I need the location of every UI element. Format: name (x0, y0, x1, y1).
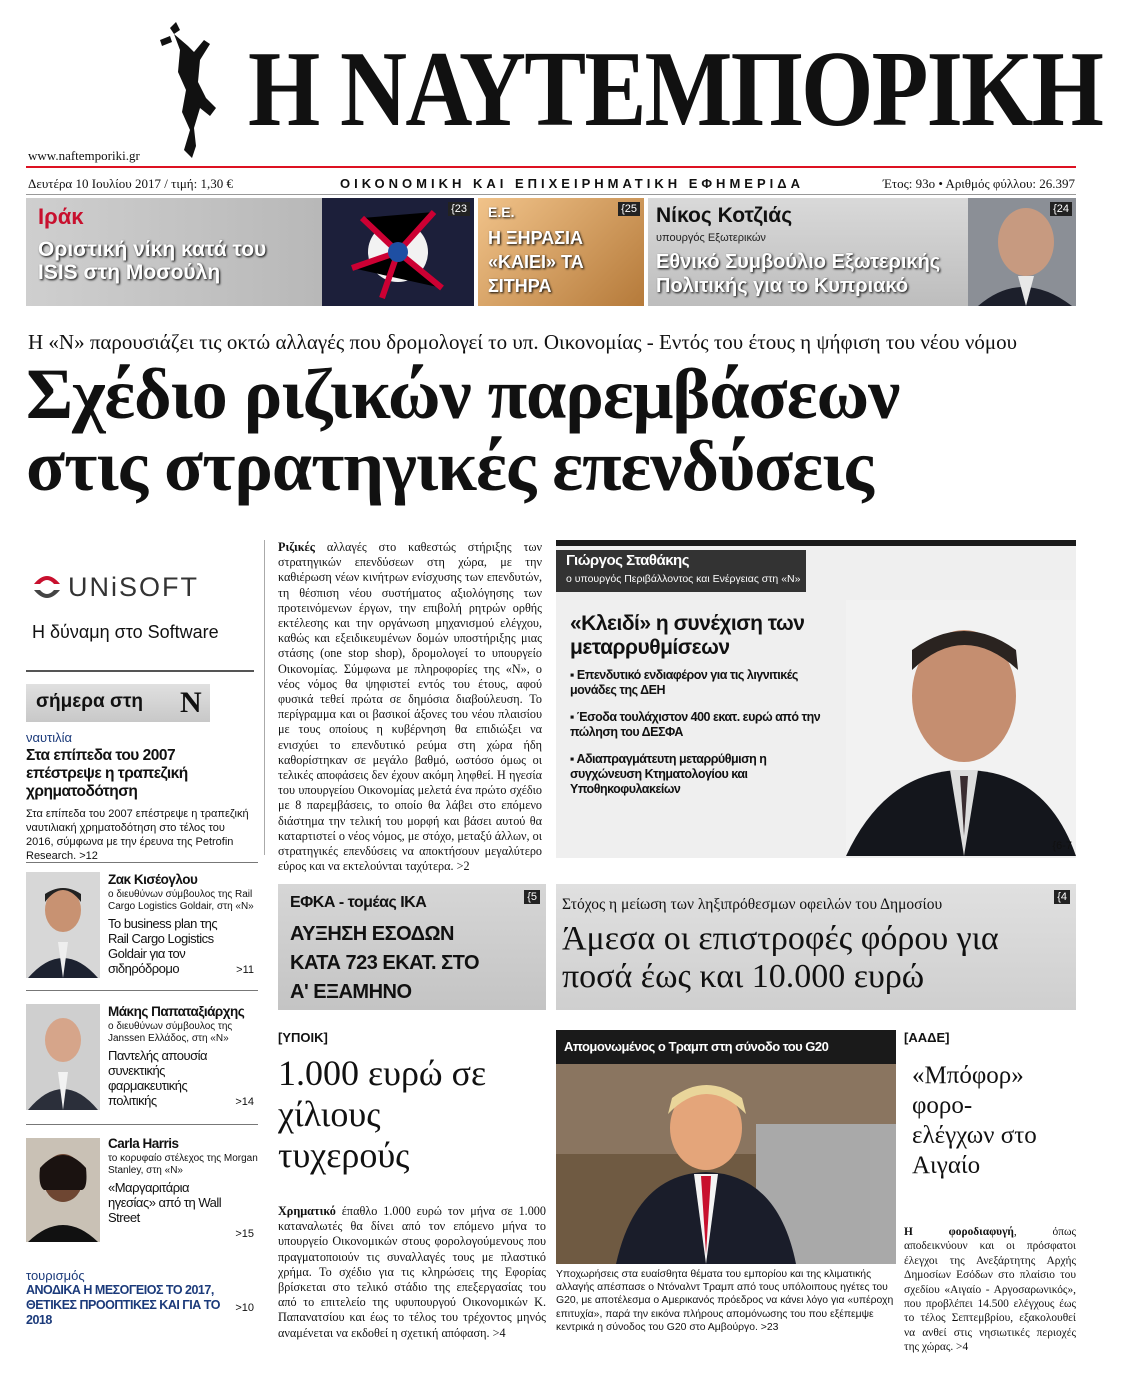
refunds-kicker: Στόχος η μείωση των ληξιπρόθεσμων οφειλών του Δημοσίου (562, 896, 943, 913)
person-page: >14 (235, 1096, 254, 1108)
person-page: >15 (235, 1228, 254, 1240)
unisoft-slogan: Η δύναμη στο Software (32, 622, 219, 642)
refunds-page: {4 (1054, 890, 1070, 904)
teaser-text: Η ΞΗΡΑΣΙΑ «ΚΑΙΕΙ» ΤΑ ΣΙΤΗΡΑ (488, 228, 584, 296)
today-label: σήμερα στη (36, 691, 144, 712)
person-card[interactable] (26, 1000, 258, 1112)
divider (26, 194, 1076, 195)
tourism-page: >10 (235, 1302, 254, 1314)
efka-title: ΕΦΚΑ - τομέας ΙΚΑ (290, 894, 427, 911)
person-role: ο διευθύνων σύμβουλος της Rail Cargo Logistics Goldair, στη «Ν» (108, 889, 254, 912)
teaser-page: {23 (448, 202, 470, 216)
person-name: Μάκης Παπαταξιάρχης (108, 1004, 245, 1019)
teaser-text: Εθνικό Συμβούλιο Εξωτερικής Πολιτικής για το Κυπριακό (656, 251, 941, 297)
unisoft-ad[interactable] (26, 560, 254, 660)
teaser-iraq[interactable] (26, 198, 474, 306)
efka-box[interactable] (278, 884, 546, 1010)
teaser-text: Οριστική νίκη κατά του ISIS στη Μοσούλη (38, 238, 267, 284)
person-quote: «Μαργαριτάρια ηγεσίας» από τη Wall Street (108, 1180, 222, 1225)
person-page: >11 (236, 964, 254, 976)
bullet-item: ▪ Έσοδα τουλάχιστον 400 εκατ. ευρώ από την πώληση του ΔΕΣΦΑ (570, 710, 821, 739)
shipping-story[interactable] (26, 730, 254, 863)
person-name: Carla Harris (108, 1136, 179, 1151)
tourism-story[interactable] (26, 1268, 258, 1328)
shipping-body: Στα επίπεδα του 2007 επέστρεψε η τραπεζική ναυτιλιακή χρηματοδότηση στο τέλος του 2016, σύμφωνα με την έρευνα της Petrofin Research. >12 (26, 808, 249, 862)
hermes-logo (150, 20, 222, 160)
bullet-item: ▪ Αδιαπραγμάτευτη μεταρρύθμιση η συγχώνευση Κτηματολογίου και Υποθηκοφυλακείων (570, 752, 767, 796)
trump-kicker: Απομονωμένος ο Τραμπ στη σύνοδο του G20 (556, 1030, 896, 1064)
lottery-title: 1.000 ευρώ σε χίλιους τυχερούς (278, 1053, 487, 1175)
interview-bullets (570, 668, 840, 797)
trump-caption: Υποχωρήσεις στα ευαίσθητα θέματα του εμπορίου και της κλιματικής αλλαγής απέσπασε ο Ντόναλντ Τραμπ από τους υπόλοιπους ηγέτες του G20, με αποτέλεσμα ο Αμερικανός πρόεδρος να κάνει λόγο για «υπέροχη επιτυχία», παρά την εικόνα πλήρους απομόνωσης του που εξέπεμψε κεντρικά η σύνοδος του G20 στο Αμβούργο. >23 (556, 1269, 894, 1333)
dateline: Δευτέρα 10 Ιουλίου 2017 / τιμή: 1,30 € (28, 176, 233, 191)
interview-title: «Κλειδί» η συνέχιση των μεταρρυθμίσεων (570, 612, 805, 659)
unisoft-brand: UNiSOFT (68, 572, 199, 602)
lottery-body: Χρηματικό έπαθλο 1.000 ευρώ τον μήνα σε 1.000 καταναλωτές θα δίνει από τον επόμενο μήνα το υπουργείο Οικονομικών στους φορολογούμενους που πραγματοποιούν τις συναλλαγές τους με πλαστικό χρήμα. Το σχέδιο για τις κληρώσεις της Εφορίας βρίσκεται στο τελικό στάδιο της επεξεργασίας του από το επιτελείο της υφυπουργού Οικονομικών Κ. Παπανατσίου και έως το τέλος του τρέχοντος μηνός αναμένεται να εκδοθεί η σχετική απόφαση. >4 (278, 1204, 546, 1340)
teaser-eu[interactable] (478, 198, 644, 306)
issue-number: Έτος: 93ο • Αριθμός φύλλου: 26.397 (882, 176, 1075, 191)
person-card[interactable] (26, 1134, 258, 1244)
refunds-box[interactable] (556, 884, 1076, 1010)
teaser-page: {25 (618, 202, 640, 216)
shipping-title: Στα επίπεδα του 2007 επέστρεψε η τραπεζική χρηματοδότηση (26, 747, 188, 800)
person-photo (26, 872, 100, 978)
headline-line-1: Σχέδιο ριζικών παρεμβάσεων (26, 354, 900, 434)
efka-page: {5 (524, 890, 540, 904)
tourism-text: ΑΝΟΔΙΚΑ Η ΜΕΣΟΓΕΙΟΣ ΤΟ 2017, ΘΕΤΙΚΕΣ ΠΡΟΟΠΤΙΚΕΣ ΚΑΙ ΓΙΑ ΤΟ 2018 (26, 1283, 220, 1327)
shipping-kicker: ναυτιλία (26, 730, 73, 745)
person-quote: To business plan της Rail Cargo Logistics Goldair για τον σιδηρόδρομο (108, 916, 218, 976)
column-rule (264, 540, 265, 855)
person-role: ο διευθύνων σύμβουλος της Janssen Ελλάδος, στη «Ν» (108, 1021, 233, 1044)
person-photo (26, 1004, 100, 1110)
bullet-item: ▪ Επενδυτικό ενδιαφέρον για τις λιγνιτικές μονάδες της ΔΕΗ (570, 668, 798, 697)
stathakis-photo (846, 600, 1076, 856)
interview-page: {6-7 (1052, 840, 1072, 852)
lead-body-text: αλλαγές στο καθεστώς στήριξης των στρατηγικών επενδύσεων στη χώρα, με την καθιέρωση νέων κινήτρων ενίσχυσης των επενδυτών, τη θέσπιση νέου συστήματος αξιολόγησης των προτεινόμενων έργων, την επιβολή ρητρών ορθής εκτέλεσης και την οργάνωση μηχανισμού ελέγχου, καθώς και εξειδικευμένων δομών υποστήριξης μιας στάσης (one stop shop), δρομολογεί το υπουργείο Οικονομίας. Σύμφωνα με πληροφορίες της «Ν», ο νέος νόμος θα ψηφιστεί εντός του έτους, αφού φυσικά τεθεί πρώτα σε δημόσια διαβούλευση. Το περίγραμμα και οι βασικοί άξονες του νέου πλαισίου με τους οποίους η κυβέρνηση θα επιδιώξει να ενισχύει το επενδυτικό ρεύμα στη χώρα ήδη καθορίστηκαν σε μεγάλο βαθμό, ωστόσο όμως οι τελικές αποφάσεις δεν έχουν ακόμη ληφθεί. Η ηγεσία του υπουργείου Οικονομίας μελετά ένα πρώτο σχέδιο με 8 παρεμβάσεις, το οποίο θα λάβει στο επόμενο διάστημα την τελική του μορφή και βάσει αυτού θα καταρτιστεί ο νέος νόμος, με στόχο, μεταξύ άλλων, οι στρατηγικές επενδύσεις να αποκτήσουν μεγαλύτερο εύρος και να εκτελούνται ταχύτερα. >2 (278, 540, 543, 874)
unisoft-logo-icon (30, 570, 64, 604)
teaser-kicker: Ε.Ε. (488, 204, 515, 220)
person-role: το κορυφαίο στέλεχος της Morgan Stanley, στη «Ν» (108, 1153, 258, 1176)
person-name: Ζακ Κισέογλου (108, 872, 198, 887)
refunds-title: Άμεσα οι επιστροφές φόρου για ποσά έως και 10.000 ευρώ (562, 920, 999, 995)
interview-name: Γιώργος Σταθάκης (566, 552, 690, 569)
teaser-kicker: Ιράκ (38, 204, 84, 229)
lead-body-lead: Ριζικές (278, 540, 315, 554)
lottery-story[interactable] (278, 1030, 546, 1341)
lead-headline[interactable] (26, 354, 1086, 506)
lottery-tag: [ΥΠΟΙΚ] (278, 1030, 328, 1045)
tagline: ΟΙΚΟΝΟΜΙΚΗ ΚΑΙ ΕΠΙΧΕΙΡΗΜΑΤΙΚΗ ΕΦΗΜΕΡΙΔΑ (340, 176, 804, 191)
lead-supertitle: Η «Ν» παρουσιάζει τις οκτώ αλλαγές που δρομολογεί το υπ. Οικονομίας - Εντός του έτους η ψήφιση του νέου νόμου (28, 330, 1018, 354)
masthead-rule (26, 166, 1076, 168)
trump-story[interactable] (556, 1030, 896, 1334)
teaser-kotzias[interactable] (648, 198, 1076, 306)
today-banner[interactable] (26, 684, 210, 722)
person-card[interactable] (26, 872, 258, 980)
aade-story[interactable] (904, 1030, 1076, 1355)
masthead-title: Η ΝΑΥΤΕΜΠΟΡΙΚΗ (248, 30, 1103, 149)
teaser-kicker: Νίκος Κοτζιάς (656, 204, 793, 227)
interview-box[interactable] (556, 540, 1076, 858)
today-letter: N (180, 686, 202, 719)
trump-photo (556, 1064, 896, 1264)
tourism-kicker: τουρισμός (26, 1268, 85, 1283)
lead-body (278, 540, 542, 874)
interview-role: ο υπουργός Περιβάλλοντος και Ενέργειας στη «Ν» (566, 573, 801, 585)
teaser-page: {24 (1050, 202, 1072, 216)
efka-text: ΑΥΞΗΣΗ ΕΣΟΔΩΝ ΚΑΤΑ 723 ΕΚΑΤ. ΣΤΟ Α' ΕΞΑΜΗΝΟ (290, 923, 479, 1003)
site-url[interactable]: www.naftemporiki.gr (28, 148, 140, 163)
teaser-sub: υπουργός Εξωτερικών (656, 232, 766, 244)
aade-title: «Μπόφορ» φορο-ελέγχων στο Αιγαίο (912, 1062, 1037, 1179)
aade-body: Η φοροδιαφυγή, όπως αποδεικνύουν και οι πρόσφατοι έλεγχοι της Ανεξάρτητης Αρχής Δημοσίων Εσόδων στο πλαίσιο του σχεδίου «Αιγαίο - Αργοσαρωνικός», που προβλέπει 14.500 ελέγχους έως το τέλος Σεπτεμβρίου, εξακολουθεί να ανθεί στις νησιωτικές περιοχές της χώρας. >4 (904, 1226, 1077, 1354)
headline-line-2: στις στρατηγικές επενδύσεις (26, 426, 873, 506)
person-photo (26, 1138, 100, 1242)
aade-tag: [ΑΑΔΕ] (904, 1030, 950, 1045)
person-quote: Παντελής απουσία συνεκτικής φαρμακευτικής πολιτικής (108, 1048, 208, 1108)
